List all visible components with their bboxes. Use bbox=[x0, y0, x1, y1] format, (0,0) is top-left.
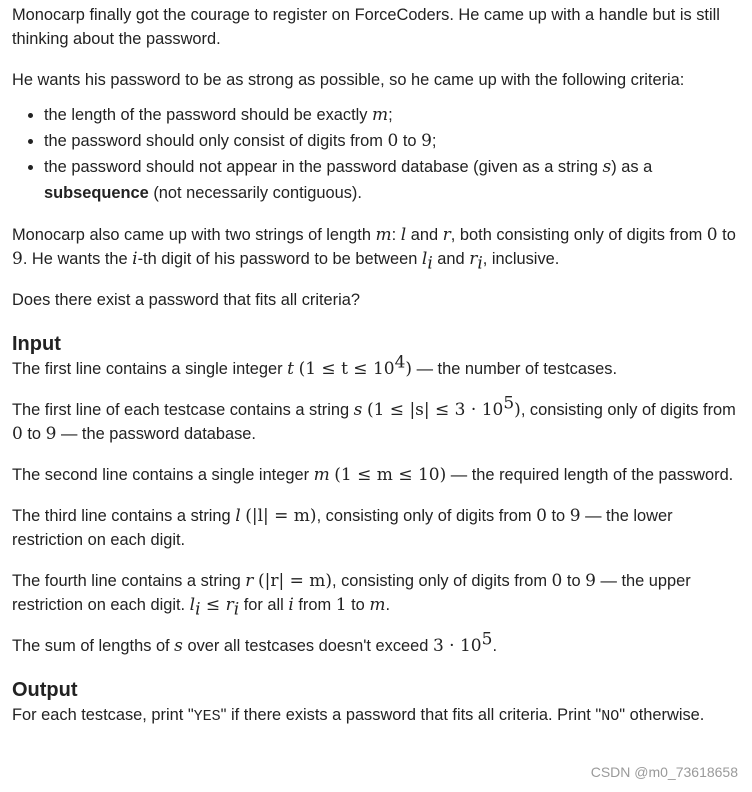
criteria-item-length: • the length of the password should be exactly m; bbox=[44, 102, 744, 128]
problem-statement bbox=[12, 3, 744, 729]
input-r-line: The fourth line contains a string r (|r| = m), consisting only of digits from 0 to 9 — the upper restriction on each digit. $l_i \le r_i$ for all i from 1 to m. bbox=[12, 571, 691, 620]
intro-paragraph-1: Monocarp finally got the courage to register on ForceCoders. He came up with a handle but is still thinking about the password. bbox=[12, 6, 720, 48]
input-heading: Input bbox=[12, 333, 61, 355]
intro-paragraph-2: He wants his password to be as strong as possible, so he came up with the following criteria: bbox=[12, 71, 685, 89]
csdn-watermark: CSDN @m0_73618658 bbox=[590, 764, 738, 780]
input-l-line: The third line contains a string l (|l| = m), consisting only of digits from 0 to 9 — the lower restriction on each digit. bbox=[12, 506, 673, 549]
output-line: For each testcase, print "YES" if there exists a password that fits all criteria. Print "NO" otherwise. bbox=[12, 706, 705, 725]
input-sum-line: The sum of lengths of s over all testcases doesn't exceed $3 \cdot 10^5$. bbox=[12, 629, 498, 656]
output-heading: Output bbox=[12, 679, 78, 701]
input-m-line: The second line contains a single integer m (1 ≤ m ≤ 10) — the required length of the password. bbox=[12, 465, 734, 485]
intro-paragraph-4: Does there exist a password that fits all criteria? bbox=[12, 291, 360, 309]
criteria-list bbox=[12, 102, 744, 206]
input-s-line: The first line of each testcase contains a string s $(1 \le |s| \le 3 \cdot 10^5)$, consisting only of digits from 0 to 9 — the password database. bbox=[12, 393, 736, 444]
criteria-item-subsequence: • the password should not appear in the password database (given as a string s) as a subsequence (not necessarily contiguous). bbox=[44, 154, 744, 206]
criteria-item-digits: • the password should only consist of digits from 0 to 9; bbox=[44, 128, 744, 154]
intro-paragraph-3: Monocarp also came up with two strings of length m: l and r, both consisting only of digits from 0 to 9. He wants the i-th digit of his password to be between $l_i$ and $r_i$, inclusive. bbox=[12, 225, 736, 274]
input-t-line: The first line contains a single integer t $(1 \le t \le 10^4)$ — the number of testcases. bbox=[12, 352, 618, 379]
